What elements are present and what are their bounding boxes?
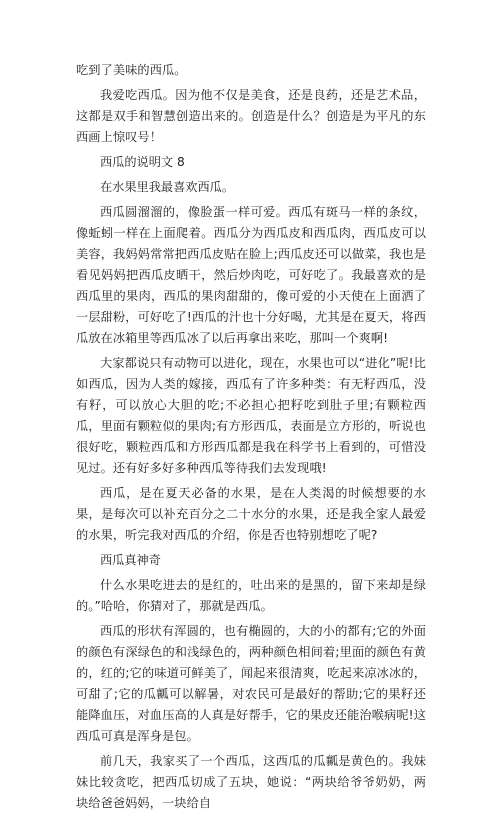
document-body [76, 60, 426, 814]
paragraph-1: 吃到了美味的西瓜。 [76, 63, 187, 77]
paragraph-4: 大家都说只有动物可以进化，现在，水果也可以“进化”呢!比如西瓜，因为人类的嫁接，西瓜有了许多种类：有无籽西瓜，没有籽，可以放心大胆的吃;不必担心把籽吃到肚子里;有颗粒西瓜，里面有颗粒似的果肉;有方形西瓜，表面是立方形的，听说也很好吃，颗粒西瓜和方形西瓜都是我在科学书上看到的，可惜没见过。还有好多好多种西瓜等待我们去发现哦! [76, 356, 426, 475]
paragraph-8: 前几天，我家买了一个西瓜，这西瓜的瓜瓤是黄色的。我妹妹比较贪吃，把西瓜切成了五块，她说：“两块给爷爷奶奶，两块给爸爸妈妈，一块给自 [76, 754, 426, 810]
paragraph-2: 我爱吃西瓜。因为他不仅是美食，还是良药，还是艺术品，这都是双手和智慧创造出来的。创造是什么？创造是为平凡的东西画上惊叹号！ [76, 88, 426, 144]
section-heading-2: 西瓜真神奇 [100, 553, 161, 567]
paragraph-3: 西瓜圆溜溜的，像脸蛋一样可爱。西瓜有斑马一样的条纹，像蚯蚓一样在上面爬着。西瓜分为西瓜皮和西瓜肉，西瓜皮可以美容，我妈妈常常把西瓜皮贴在脸上;西瓜皮还可以做菜，我也是看见妈妈把西瓜皮晒干，然后炒肉吃，可好吃了。我最喜欢的是西瓜里的果肉，西瓜的果肉甜甜的，像可爱的小天使在上面洒了一层甜粉，可好吃了!西瓜的汁也十分好喝，尤其是在夏天，将西瓜放在冰箱里等西瓜冰了以后再拿出来吃，那叫一个爽啊! [76, 205, 426, 345]
paragraph-7: 西瓜的形状有浑圆的，也有椭圆的，大的小的都有;它的外面的颜色有深绿色的和浅绿色的，两种颜色相间着;里面的颜色有黄的，红的;它的味道可鲜美了，闻起来很清爽，吃起来凉冰冰的，可甜了;它的瓜瓤可以解暑，对农民可是最好的帮助;它的果籽还能降血压，对血压高的人真是好帮手，它的果皮还能治喉病呢!这西瓜可真是浑身是包。 [76, 624, 426, 743]
paragraph-5: 西瓜，是在夏天必备的水果，是在人类渴的时候想要的水果，是每次可以补充百分之二十水分的水果，还是我全家人最爱的水果，听完我对西瓜的介绍，你是否也特别想吃了呢? [76, 486, 426, 542]
paragraph-6: 什么水果吃进去的是红的，吐出来的是黑的，留下来却是绿的。”哈哈，你猜对了，那就是西瓜。 [76, 578, 426, 613]
section-heading-1: 西瓜的说明文 8 [100, 155, 185, 169]
section-subheading: 在水果里我最喜欢西瓜。 [100, 180, 235, 194]
